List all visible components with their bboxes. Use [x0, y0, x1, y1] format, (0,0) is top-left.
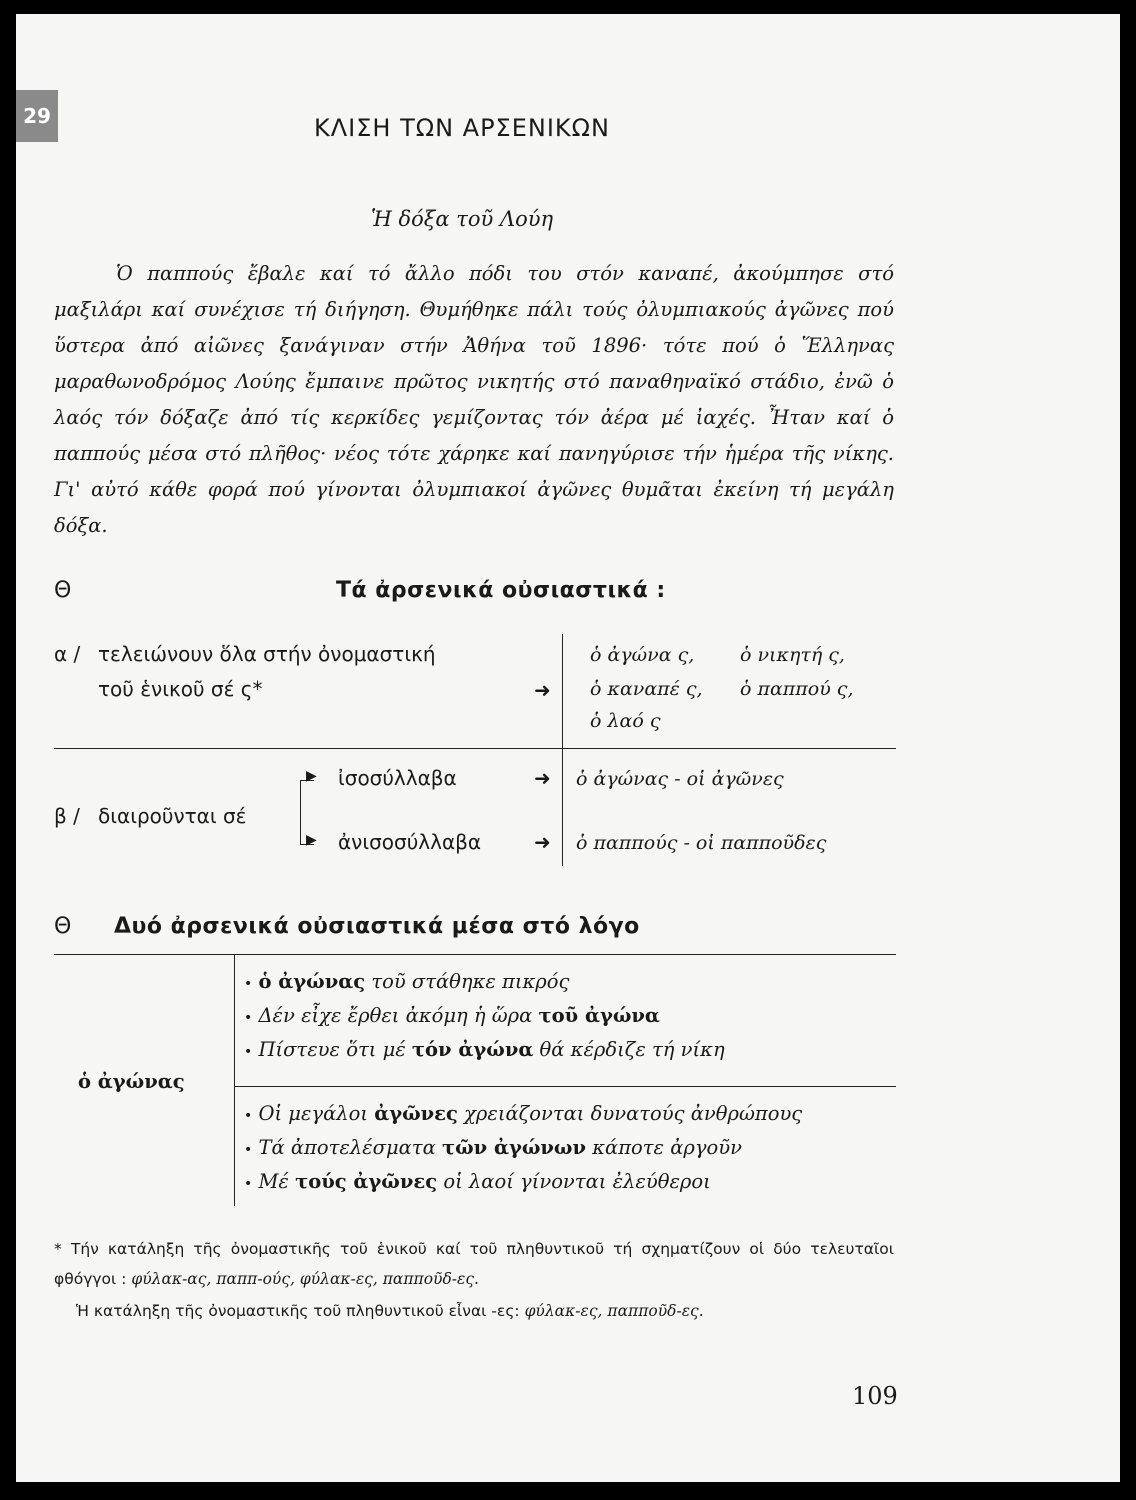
- footnote-examples: φύλακ-ας, παππ-ούς, φύλακ-ες, παπποῦδ-ες.: [131, 1270, 479, 1288]
- bullet: •: [244, 1142, 253, 1158]
- example-sentence: [244, 1102, 802, 1125]
- footnote-text: * Τήν κατάληξη τῆς ὀνομαστικῆς τοῦ ἑνικοῦ καί τοῦ πληθυντικοῦ τή σχηματίζουν οἱ δύο τελευταῖοι φθόγγοι :: [54, 1240, 894, 1288]
- example: ὁ καναπέ ς,: [590, 678, 703, 700]
- example: ὁ λαό ς: [590, 710, 661, 732]
- example-sentence: [244, 1004, 660, 1027]
- sentence-pre: Μέ: [258, 1170, 296, 1193]
- theta-symbol: Θ: [54, 914, 72, 939]
- footnote-text: Ἡ κατάληξη τῆς ὀνομαστικῆς τοῦ πληθυντικοῦ εἶναι -ες:: [76, 1302, 525, 1320]
- sentence-pre: Τά ἀποτελέσματα: [258, 1136, 442, 1159]
- rule-b-text: διαιροῦνται σέ: [98, 804, 247, 828]
- section-title-in-context: Δυό ἀρσενικά οὐσιαστικά μέσα στό λόγο: [114, 914, 640, 939]
- rule-a-line1: τελειώνουν ὅλα στήν ὀνομαστική: [98, 642, 436, 666]
- sentence-highlight: ἀγῶνες: [374, 1102, 458, 1125]
- sentence-highlight: τοῦ ἀγώνα: [538, 1004, 660, 1027]
- branch-isosyllabic: ἰσοσύλλαβα: [338, 766, 457, 790]
- sentence-highlight: τῶν ἀγώνων: [441, 1136, 587, 1159]
- example-sentence: [244, 1136, 742, 1159]
- bracket-vertical: [300, 780, 301, 844]
- example: ὁ νικητή ς,: [740, 644, 845, 666]
- arrow-icon: ➜: [534, 830, 551, 854]
- chapter-title: ΚΛΙΣΗ ΤΩΝ ΑΡΣΕΝΙΚΩΝ: [314, 114, 610, 142]
- arrow-icon: ▶: [306, 832, 317, 848]
- footnote-2: [54, 1296, 894, 1326]
- story-text: Ὁ παππούς ἔβαλε καί τό ἄλλο πόδι του στόν καναπέ, ἀκούμπησε στό μαξιλάρι καί συνέχισε τή διήγηση. Θυμήθηκε πάλι τούς ὀλυμπιακούς ἀγῶνες πού ὕστερα ἀπό αἰῶνες ξανάγιναν στήν Ἀθήνα τοῦ 1896· τότε πού ὁ Ἕλληνας μαραθωνοδρόμος Λούης ἔμπαινε πρῶτος νικητής στό παναθηναϊκό στάδιο, ἐνῶ ὁ λαός τόν δόξαζε ἀπό τίς κερκίδες γεμίζοντας τόν ἀέρα μέ ἰαχές. Ἦταν καί ὁ παππούς μέσα στό πλῆθος· νέος τότε χάρηκε καί πανηγύρισε τήν ἡμέρα τῆς νίκης. Γι' αὐτό κάθε φορά πού γίνονται ὀλυμπιακοί ἀγῶνες θυμᾶται ἐκείνη τή μεγάλη δόξα.: [54, 262, 894, 537]
- column-divider: [562, 634, 563, 866]
- section-title-masculine-nouns: Τά ἀρσενικά οὐσιαστικά :: [336, 578, 666, 603]
- lesson-number-badge: 29: [16, 90, 58, 142]
- arrow-icon: ➜: [534, 766, 551, 790]
- noun-label: ὁ ἀγώνας: [78, 1070, 185, 1093]
- bullet: •: [244, 1108, 253, 1124]
- rule-a-line2: τοῦ ἑνικοῦ σέ ς*: [98, 677, 263, 701]
- row-divider: [54, 748, 896, 749]
- example: ὁ ἀγώνα ς,: [590, 644, 695, 666]
- branch-anisosyllabic: ἀνισοσύλλαβα: [338, 830, 482, 854]
- bullet: •: [244, 1010, 253, 1026]
- example: ὁ παππού ς,: [740, 678, 854, 700]
- sentence-post: οἱ λαοί γίνονται ἐλεύθεροι: [437, 1170, 711, 1193]
- sentence-post: κάποτε ἀργοῦν: [586, 1136, 742, 1159]
- theta-symbol: Θ: [54, 578, 72, 603]
- sentence-post: τοῦ στάθηκε πικρός: [365, 970, 570, 993]
- arrow-icon: ▶: [306, 768, 317, 784]
- page-number: 109: [852, 1382, 898, 1410]
- bullet: •: [244, 1044, 253, 1060]
- sentence-pre: Οἱ μεγάλοι: [258, 1102, 375, 1125]
- example-anisosyllabic: ὁ παππούς - οἱ παπποῦδες: [576, 832, 827, 854]
- rule-a-label: α /: [54, 642, 81, 666]
- row-divider: [54, 954, 896, 955]
- column-divider: [234, 954, 235, 1206]
- footnote-1: [54, 1234, 894, 1294]
- example-sentence: [244, 1170, 711, 1193]
- bullet: •: [244, 976, 253, 992]
- sentence-highlight: τούς ἀγῶνες: [295, 1170, 438, 1193]
- textbook-page: [16, 14, 1120, 1482]
- sentence-highlight: ὁ ἀγώνας: [258, 970, 366, 993]
- sentence-post: χρειάζονται δυνατούς ἀνθρώπους: [457, 1102, 803, 1125]
- sentence-highlight: τόν ἀγώνα: [411, 1038, 534, 1061]
- example-sentence: [244, 1038, 725, 1061]
- example-sentence: [244, 970, 569, 993]
- footnote-examples: φύλακ-ες, παπποῦδ-ες.: [524, 1302, 704, 1320]
- sentence-pre: Πίστευε ὅτι μέ: [258, 1038, 412, 1061]
- example-isosyllabic: ὁ ἀγώνας - οἱ ἀγῶνες: [576, 768, 784, 790]
- sentence-pre: Δέν εἶχε ἔρθει ἀκόμη ἡ ὥρα: [258, 1004, 539, 1027]
- arrow-icon: ➜: [534, 678, 551, 702]
- bullet: •: [244, 1176, 253, 1192]
- sentence-post: θά κέρδιζε τή νίκη: [533, 1038, 725, 1061]
- row-divider: [234, 1086, 896, 1087]
- rule-b-label: β /: [54, 804, 80, 828]
- story-title: Ἡ δόξα τοῦ Λούη: [371, 207, 554, 231]
